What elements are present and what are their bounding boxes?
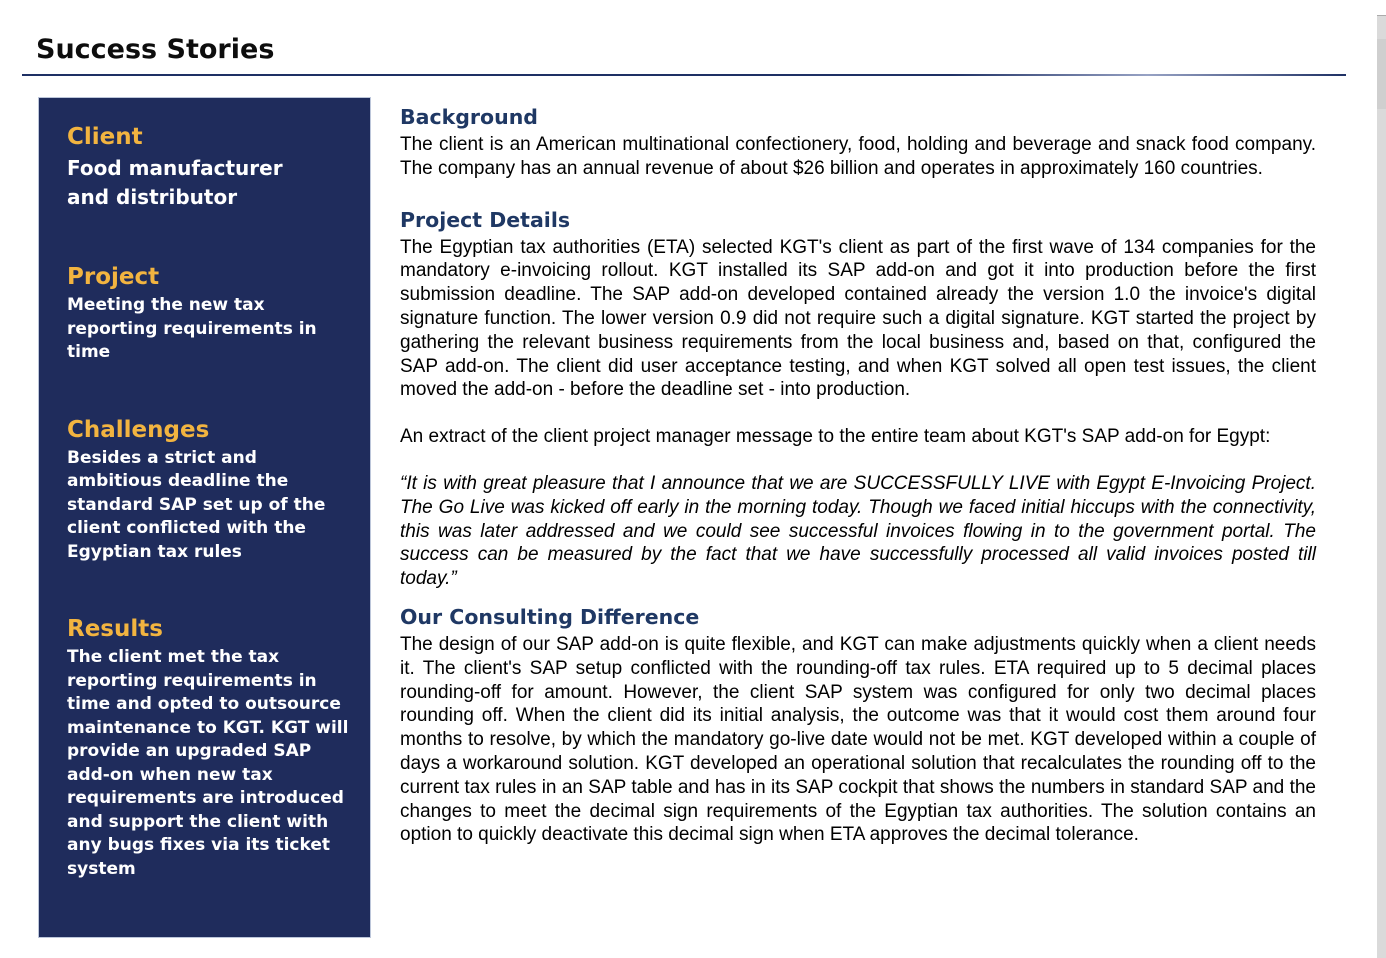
summary-sidebar [38, 97, 371, 938]
section-heading-project-details: Project Details [400, 207, 571, 232]
section-consulting-difference [400, 604, 1316, 847]
sidebar-body-results: The client met the tax reporting requirements in time and opted to outsource maintenance to KGT. KGT will provide an upgraded SAP add-on when new tax requirements are introduced and support the client with any bugs fixes via its ticket system [67, 647, 349, 879]
sidebar-heading-client: Client [67, 124, 143, 150]
sidebar-heading-project: Project [67, 264, 160, 290]
sidebar-section-client [67, 122, 352, 212]
paragraph: An extract of the client project manager message to the entire team about KGT's SAP add-on for Egypt: [400, 426, 1271, 448]
paragraph: The client is an American multinational confectionery, food, holding and beverage and snack food company. The company has an annual revenue of about $26 billion and operates in approximately 160 countries. [400, 134, 1316, 179]
title-divider [22, 74, 1346, 76]
scrollbar-track[interactable] [1377, 15, 1386, 958]
paragraph: The design of our SAP add-on is quite flexible, and KGT can make adjustments quickly when a client needs it. The client's SAP setup conflicted with the rounding-off tax rules. ETA required up to 5 decimal places rounding-off for amount. However, the client SAP system was configured for only two decimal places rounding off. When the client did its initial analysis, the outcome was that it would cost them around four months to resolve, by which the mandatory go-live date would not be met. KGT developed within a couple of days a workaround solution. KGT developed an operational solution that recalculates the rounding off to the current tax rules in an SAP table and has in its SAP cockpit that shows the numbers in standard SAP and the changes to meet the decimal sign requirements of the Egyptian tax authorities. The solution contains an option to quickly deactivate this decimal sign when ETA approves the decimal tolerance. [400, 633, 1316, 846]
vertical-scrollbar[interactable] [1377, 0, 1386, 958]
section-project-details [400, 207, 1316, 591]
sidebar-heading-results: Results [67, 616, 163, 642]
sidebar-section-results [67, 614, 352, 881]
sidebar-heading-challenges: Challenges [67, 416, 210, 443]
article-body [400, 104, 1316, 847]
paragraph: The Egyptian tax authorities (ETA) selected KGT's client as part of the first wave of 134 companies for the mandatory e-invoicing rollout. KGT installed its SAP add-on and got it into production before the first submission deadline. The SAP add-on developed contained already the version 1.0 the invoice's digital signature function. The lower version 0.9 did not require such a digital signature. KGT started the project by gathering the relevant business requirements from the local business and, based on that, configured the SAP add-on. The client did user acceptance testing, and when KGT solved all open test issues, the client moved the add-on - before the deadline set - into production. [400, 236, 1316, 401]
sidebar-body-project: Meeting the new tax reporting requirements in time [67, 295, 317, 362]
section-background [400, 104, 1316, 181]
sidebar-section-challenges [67, 415, 352, 565]
sidebar-section-project [67, 262, 352, 365]
client-quote: “It is with great pleasure that I announce that we are SUCCESSFULLY LIVE with Egypt E-Invoicing Project. The Go Live was kicked off early in the morning today. Though we faced initial hiccups with the connectivity, this was later addressed and we could see successful invoices flowing in to the government portal. The success can be measured by the fact that we have successfully processed all valid invoices posted till today.” [400, 472, 1316, 590]
sidebar-body-client: Food manufacturer and distributor [67, 156, 283, 209]
scrollbar-thumb[interactable] [1377, 39, 1386, 109]
page-title: Success Stories [36, 34, 275, 65]
sidebar-body-challenges: Besides a strict and ambitious deadline the standard SAP set up of the client conflicted with the Egyptian tax rules [67, 447, 326, 562]
section-heading-background: Background [400, 105, 538, 129]
section-heading-consulting-difference: Our Consulting Difference [400, 604, 700, 629]
